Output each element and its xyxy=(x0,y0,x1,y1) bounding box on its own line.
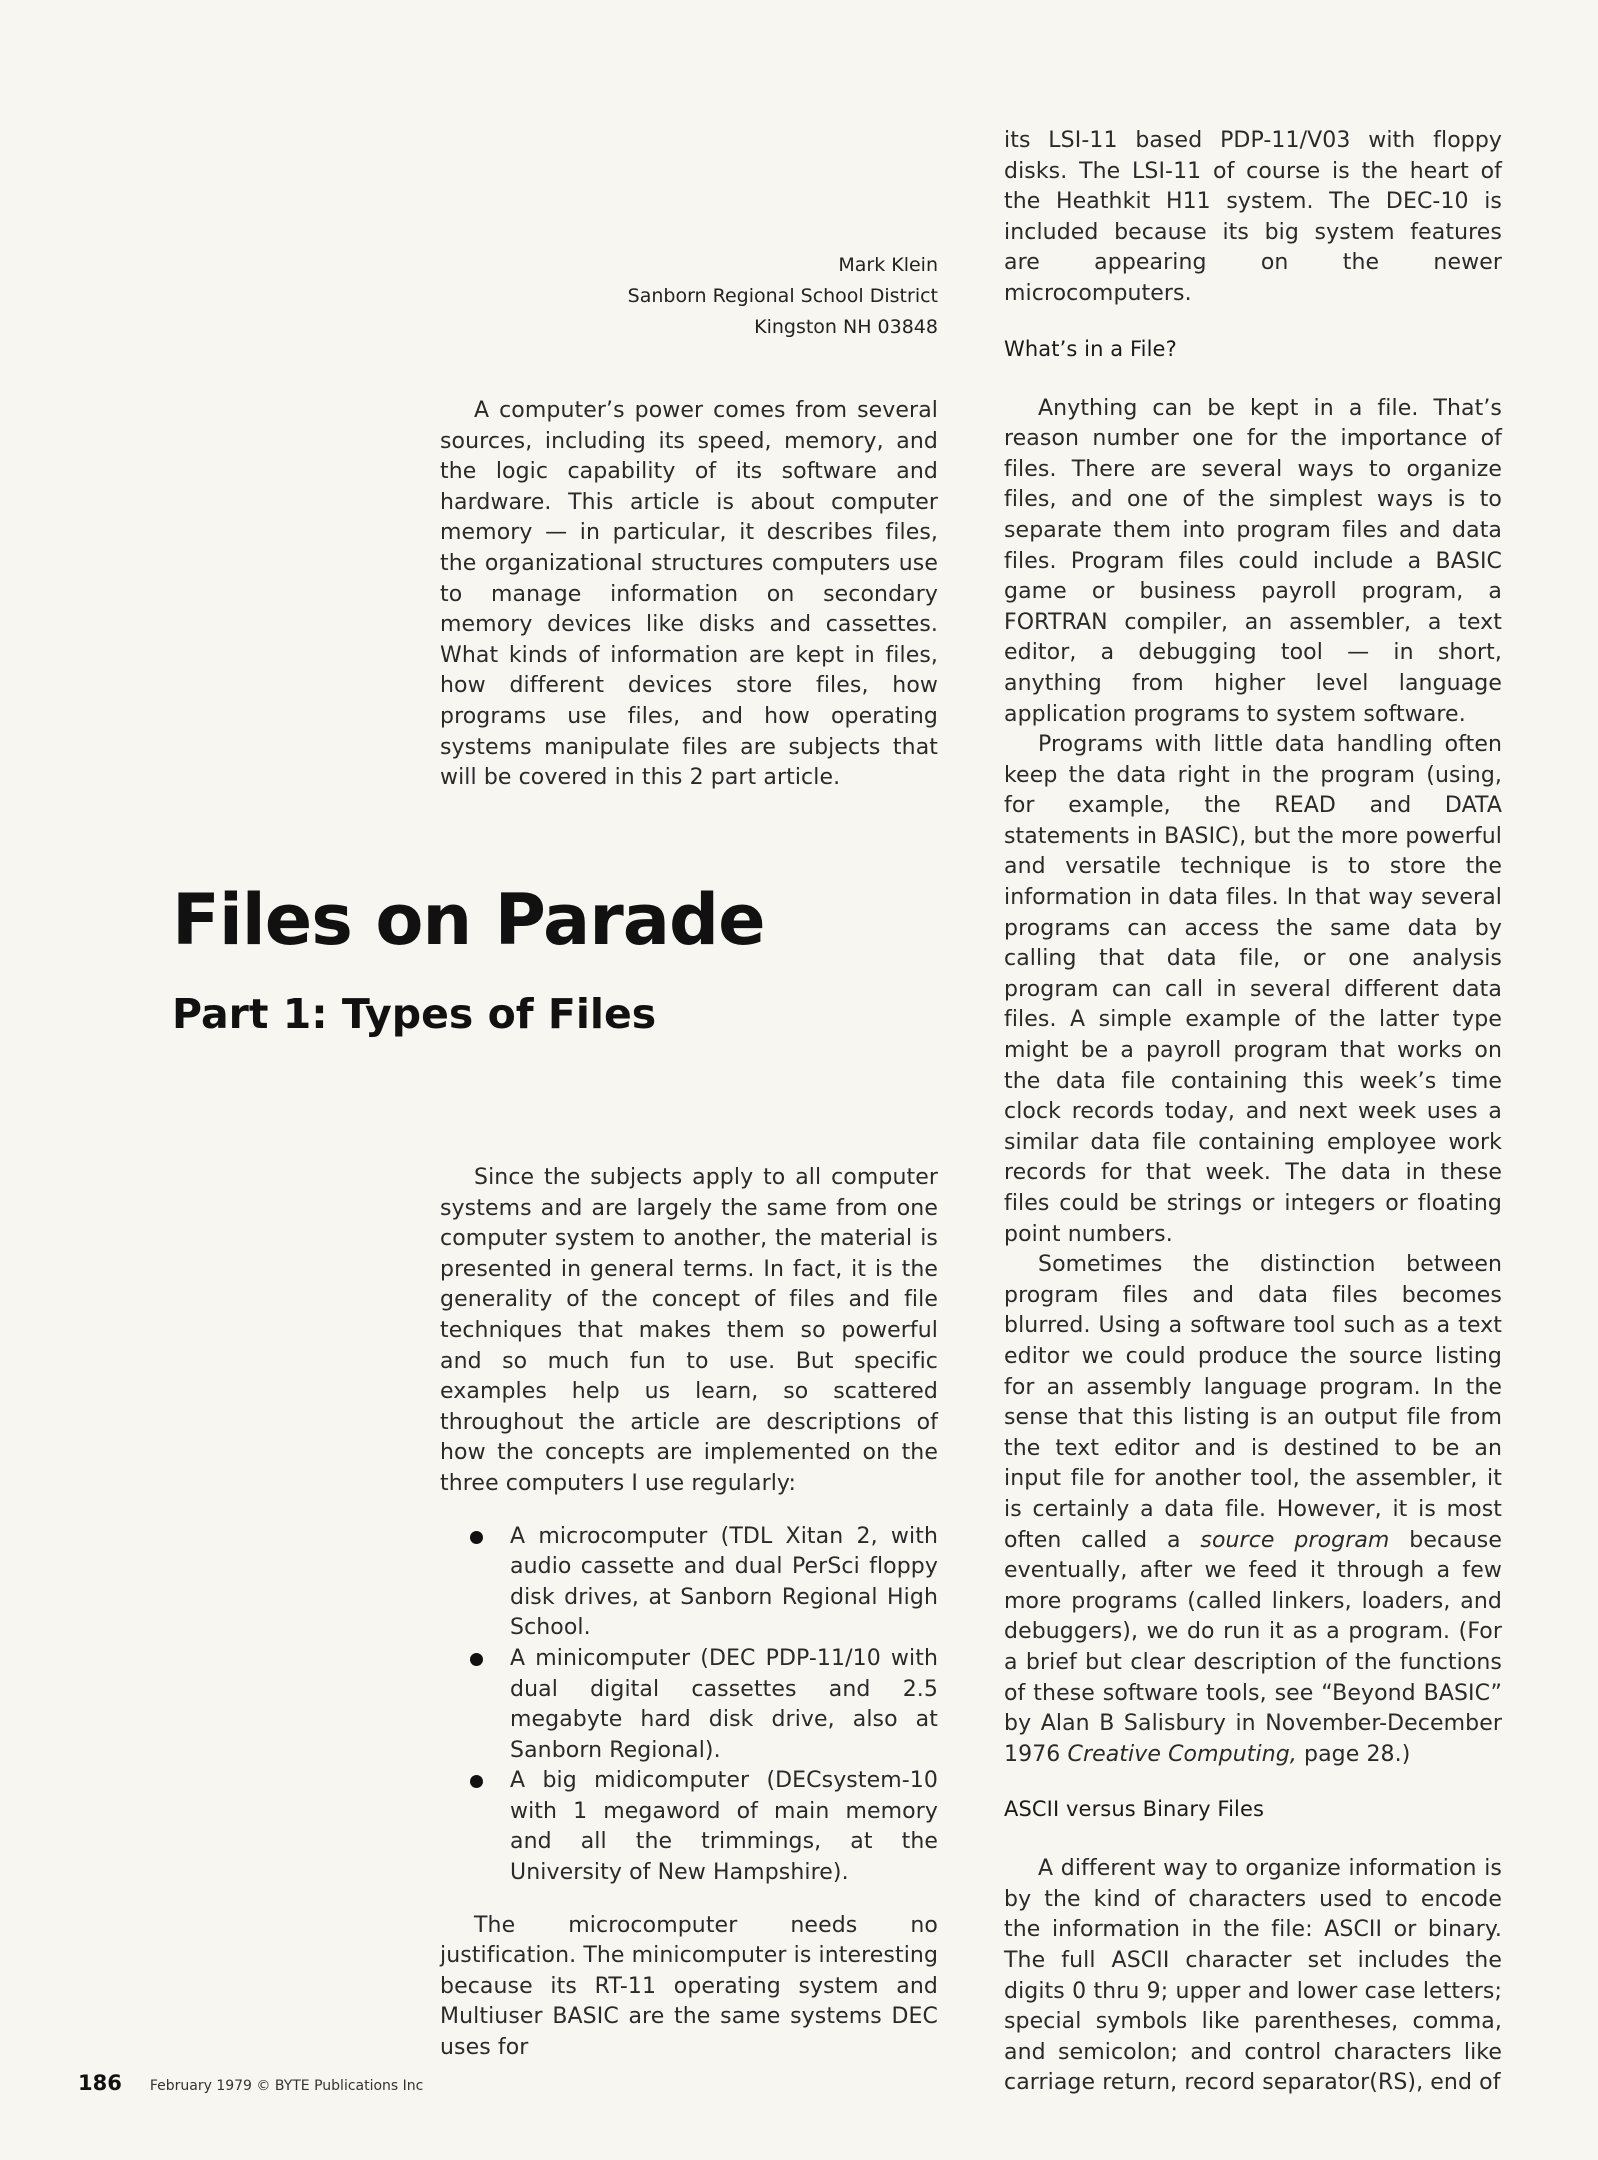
list-item-text: A big midicomputer (DECsystem-10 with 1 megaword of main memory and all the trimmings, at the University of New Hampshire). xyxy=(510,1768,938,1886)
bullet-icon xyxy=(470,1653,483,1666)
list-item-text: A minicomputer (DEC PDP-11/10 with dual digital cassettes and 2.5 megabyte hard disk drive, also at Sanborn Regional). xyxy=(510,1645,938,1763)
paragraph xyxy=(1004,1250,1502,1770)
author-name: Mark Klein xyxy=(838,254,938,276)
emphasis-text: source program xyxy=(1200,1527,1390,1553)
list-item xyxy=(440,1644,938,1766)
paragraph: A different way to organize information is by the kind of characters used to encode the information in the file: ASCII or binary. The full ASCII character set includes the digits 0 thru 9; upper and lower case letters; special symbols like parentheses, comma, and semicolon; and control characters like carriage return, record separator(RS), end of xyxy=(1004,1856,1502,2096)
list-item xyxy=(440,1522,938,1644)
computer-list xyxy=(440,1522,938,1889)
right-column xyxy=(1004,126,1502,2099)
article-title: Files on Parade xyxy=(172,879,765,961)
author-organization: Sanborn Regional School District xyxy=(627,285,938,307)
footer-text: February 1979 © BYTE Publications Inc xyxy=(149,2078,424,2094)
paragraph: Since the subjects apply to all computer systems and are largely the same from one computer system to another, the material is presented in general terms. In fact, it is the generality of the concept of files and file techniques that makes them so powerful and so much fun to use. But specific examples help us learn, so scattered throughout the article are descriptions of how the concepts are implemented on the three computers I use regularly: xyxy=(440,1165,938,1496)
author-address: Kingston NH 03848 xyxy=(754,316,938,338)
page-footer xyxy=(78,2071,778,2101)
bullet-icon xyxy=(470,1775,483,1788)
paragraph: The microcomputer needs no justification. The minicomputer is interesting because its RT-11 operating system and Multiuser BASIC are the same systems DEC uses for xyxy=(440,1912,939,2061)
text-run: Sometimes the distinction between program files and data files becomes blurred. Using a software tool such as a text editor we could produce the source listing for an assembly language program. In the sense that this listing is an output file from the text editor and is destined to be an input file for another tool, the assembler, it is certainly a data file. However, it is most often called a xyxy=(1004,1252,1502,1553)
author-block xyxy=(560,250,938,343)
emphasis-text: Creative Computing, xyxy=(1067,1741,1297,1767)
section-heading: ASCII versus Binary Files xyxy=(1004,1797,1265,1822)
paragraph: Anything can be kept in a file. That’s reason number one for the importance of files. There are several ways to organize files, and one of the simplest ways is to separate them into program files and data files. Program files could include a BASIC game or business payroll program, a FORTRAN compiler, an assembler, a text editor, a debugging tool — in short, anything from higher level language application programs to system software. xyxy=(1004,395,1502,727)
intro-paragraph: A computer’s power comes from several sources, including its speed, memory, and the logic capability of its software and hardware. This article is about computer memory — in particular, it describes files, the organizational structures computers use to manage information on secondary memory devices like disks and cassettes. What kinds of information are kept in files, how different devices store files, how programs use files, and how operating systems manipulate files are subjects that will be covered in this 2 part article. xyxy=(440,398,938,791)
text-run: because eventually, after we feed it through a few more programs (called linkers, loaders, and debuggers), we do run it as a program. (For a brief but clear description of the functions of these software tools, see “Beyond BASIC” by Alan B Salisbury in November-December 1976 xyxy=(1004,1527,1502,1767)
left-column xyxy=(440,1163,938,2064)
text-run: page 28.) xyxy=(1296,1741,1411,1767)
page-number: 186 xyxy=(78,2071,122,2095)
bullet-icon xyxy=(470,1531,483,1544)
list-item-text: A microcomputer (TDL Xitan 2, with audio cassette and dual PerSci floppy disk drives, at Sanborn Regional High School. xyxy=(510,1523,938,1641)
paragraph: Programs with little data handling often keep the data right in the program (using, for example, the READ and DATA statements in BASIC), but the more powerful and versatile technique is to store the information in data files. In that way several programs can access the same data by calling that data file, or one analysis program can call in several different data files. A simple example of the latter type might be a payroll program that works on the data file containing this week’s time clock records today, and next week uses a similar data file containing employee work records for that week. The data in these files could be strings or integers or floating point numbers. xyxy=(1004,732,1502,1247)
section-heading: What’s in a File? xyxy=(1004,336,1177,361)
list-item xyxy=(440,1766,938,1888)
intro-paragraph-block xyxy=(440,396,938,794)
paragraph: its LSI-11 based PDP-11/V03 with floppy disks. The LSI-11 of course is the heart of the Heathkit H11 system. The DEC-10 is included because its big system features are appearing on the newer microcomputers. xyxy=(1004,128,1502,306)
article-subtitle: Part 1: Types of Files xyxy=(172,990,657,1038)
